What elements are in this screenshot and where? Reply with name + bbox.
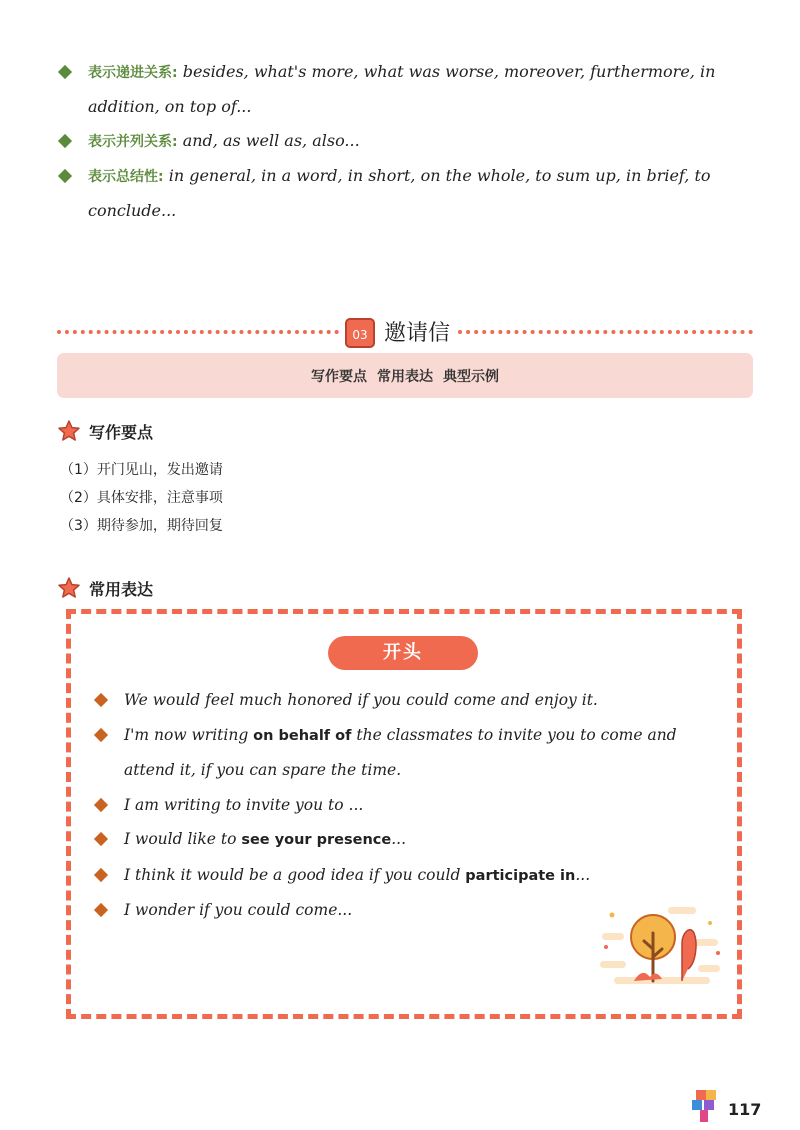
diamond-bullet-icon bbox=[58, 65, 72, 79]
conjunction-tag: 表示总结性: bbox=[88, 169, 164, 185]
expression-keyword: see your presence bbox=[241, 832, 392, 848]
list-item: （3）期待参加，期待回复 bbox=[60, 518, 223, 534]
section-number-badge: 03 bbox=[345, 318, 375, 348]
list-item bbox=[92, 683, 722, 718]
star-icon bbox=[57, 576, 81, 600]
expressions-list bbox=[92, 683, 722, 928]
list-item: （2）具体安排，注意事项 bbox=[60, 490, 223, 506]
diamond-bullet-icon bbox=[94, 903, 108, 917]
list-item: （1）开门见山，发出邀请 bbox=[60, 462, 223, 478]
list-item bbox=[56, 159, 756, 228]
list-item bbox=[56, 124, 756, 159]
nav-item-writing-points[interactable]: 写作要点 bbox=[311, 368, 367, 385]
expression-keyword: on behalf of bbox=[253, 727, 352, 744]
expressions-heading bbox=[57, 576, 153, 600]
diamond-bullet-icon bbox=[94, 867, 108, 881]
conjunction-text: besides, what's more, what was worse, moreover, furthermore, in addition, on top of... bbox=[88, 62, 716, 116]
writing-points-heading bbox=[57, 419, 153, 443]
expression-text: I am writing to invite you to ... bbox=[124, 795, 364, 814]
heading-label: 写作要点 bbox=[89, 422, 154, 442]
list-item bbox=[56, 55, 756, 124]
publisher-logo-icon bbox=[690, 1088, 722, 1124]
expression-text: I wonder if you could come... bbox=[124, 901, 353, 919]
writing-points-list bbox=[60, 456, 223, 540]
list-item bbox=[92, 858, 722, 894]
diamond-bullet-icon bbox=[94, 693, 108, 707]
list-item bbox=[92, 788, 722, 823]
expression-text: We would feel much honored if you could come and enjoy it. bbox=[124, 691, 598, 709]
conjunction-text: and, as well as, also... bbox=[182, 131, 360, 150]
opening-label-pill: 开头 bbox=[328, 636, 478, 670]
conjunction-text: in general, in a word, in short, on the whole, to sum up, in brief, to conclude... bbox=[88, 166, 711, 220]
diamond-bullet-icon bbox=[94, 797, 108, 811]
expression-keyword: participate in bbox=[465, 867, 576, 884]
expression-text: ... bbox=[575, 865, 591, 884]
expression-text: I think it would be a good idea if you could bbox=[124, 865, 466, 884]
nav-item-examples[interactable]: 典型示例 bbox=[443, 368, 499, 385]
expression-text: I'm now writing bbox=[124, 725, 254, 744]
expression-text: ... bbox=[391, 830, 406, 848]
conjunction-list bbox=[56, 55, 756, 228]
heading-label: 常用表达 bbox=[89, 579, 154, 599]
autumn-tree-icon bbox=[598, 903, 726, 987]
nav-item-expressions[interactable]: 常用表达 bbox=[377, 368, 433, 385]
section-nav bbox=[57, 353, 753, 398]
expression-text: I would like to bbox=[124, 830, 242, 848]
page-number: 117 bbox=[728, 1100, 762, 1119]
diamond-bullet-icon bbox=[58, 169, 72, 183]
list-item bbox=[92, 822, 722, 858]
section-divider-right bbox=[458, 330, 753, 334]
section-title: 邀请信 bbox=[384, 321, 451, 346]
conjunction-tag: 表示递进关系: bbox=[88, 65, 178, 81]
section-divider-left bbox=[57, 330, 339, 334]
conjunction-tag: 表示并列关系: bbox=[88, 134, 178, 150]
diamond-bullet-icon bbox=[58, 134, 72, 148]
star-icon bbox=[57, 419, 81, 443]
diamond-bullet-icon bbox=[94, 727, 108, 741]
diamond-bullet-icon bbox=[94, 832, 108, 846]
list-item bbox=[92, 718, 722, 788]
expression-text: the classmates to invite you to come and attend it, if you can spare the time. bbox=[124, 725, 677, 779]
